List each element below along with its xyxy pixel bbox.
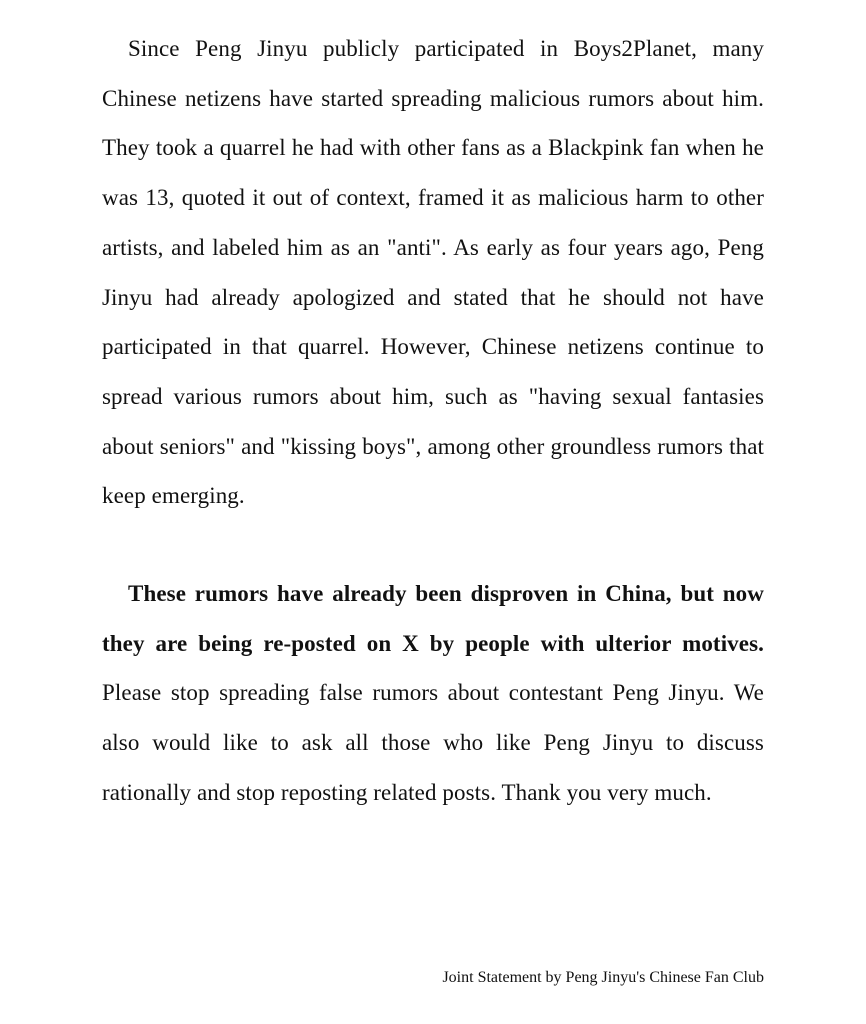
paragraph-rumors: Since Peng Jinyu publicly participated in Boys2Planet, many Chinese netizens have started spreading malicious rumors about him. They took a quarrel he had with other fans as a Blackpink fan when he was 13, quoted it out of context, framed it as malicious harm to other artists, and labeled him as an "anti". As early as four years ago, Peng Jinyu had already apologized and stated that he should not have participated in that quarrel. However, Chinese netizens continue to spread various rumors about him, such as "having sexual fantasies about seniors" and "kissing boys", among other groundless rumors that keep emerging.: [102, 36, 764, 509]
statement-body: [102, 24, 764, 818]
signature-line: Joint Statement by Peng Jinyu's Chinese Fan Club: [442, 969, 764, 986]
paragraph-request: [102, 569, 764, 818]
paragraph-request-bold: These rumors have already been disproven in China, but now they are being re-posted on X by people with ulterior motives.: [102, 581, 764, 656]
paragraph-request-text: Please stop spreading false rumors about contestant Peng Jinyu. We also would like to ask all those who like Peng Jinyu to discuss rationally and stop reposting related posts. Thank you very much.: [102, 680, 764, 805]
